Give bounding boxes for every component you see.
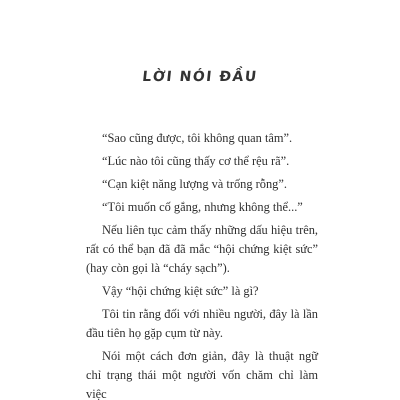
paragraph-line: đầu tiên họ gặp cụm từ này. — [86, 326, 224, 340]
body-text — [86, 129, 318, 400]
quote-line: “Sao cũng được, tôi không quan tâm”. — [102, 131, 293, 145]
paragraph-line: chỉ trạng thái một người vốn chăm chỉ làm việc — [86, 368, 318, 400]
paragraph-line: (hay còn gọi là “cháy sạch”). — [86, 261, 230, 275]
paragraph-line: Vậy “hội chứng kiệt sức” là gì? — [102, 284, 259, 298]
quote-line: “Cạn kiệt năng lượng và trống rỗng”. — [102, 177, 287, 191]
paragraph-line: Nói một cách đơn giản, đây là thuật ngữ — [102, 349, 318, 363]
quote-line: “Lúc nào tôi cũng thấy cơ thể rệu rã”. — [102, 154, 290, 168]
paragraph-line: Nếu liên tục cảm thấy những dấu hiệu trên, — [102, 223, 318, 237]
paragraph-line: rất có thể bạn đã đã mắc “hội chứng kiệt sức” — [86, 242, 318, 256]
quote-line: “Tôi muốn cố gắng, nhưng không thể...” — [102, 200, 303, 214]
paragraph-line: Tôi tin rằng đối với nhiều người, đây là lần — [102, 307, 318, 321]
page-title: LỜI NÓI ĐẦU — [141, 69, 259, 85]
